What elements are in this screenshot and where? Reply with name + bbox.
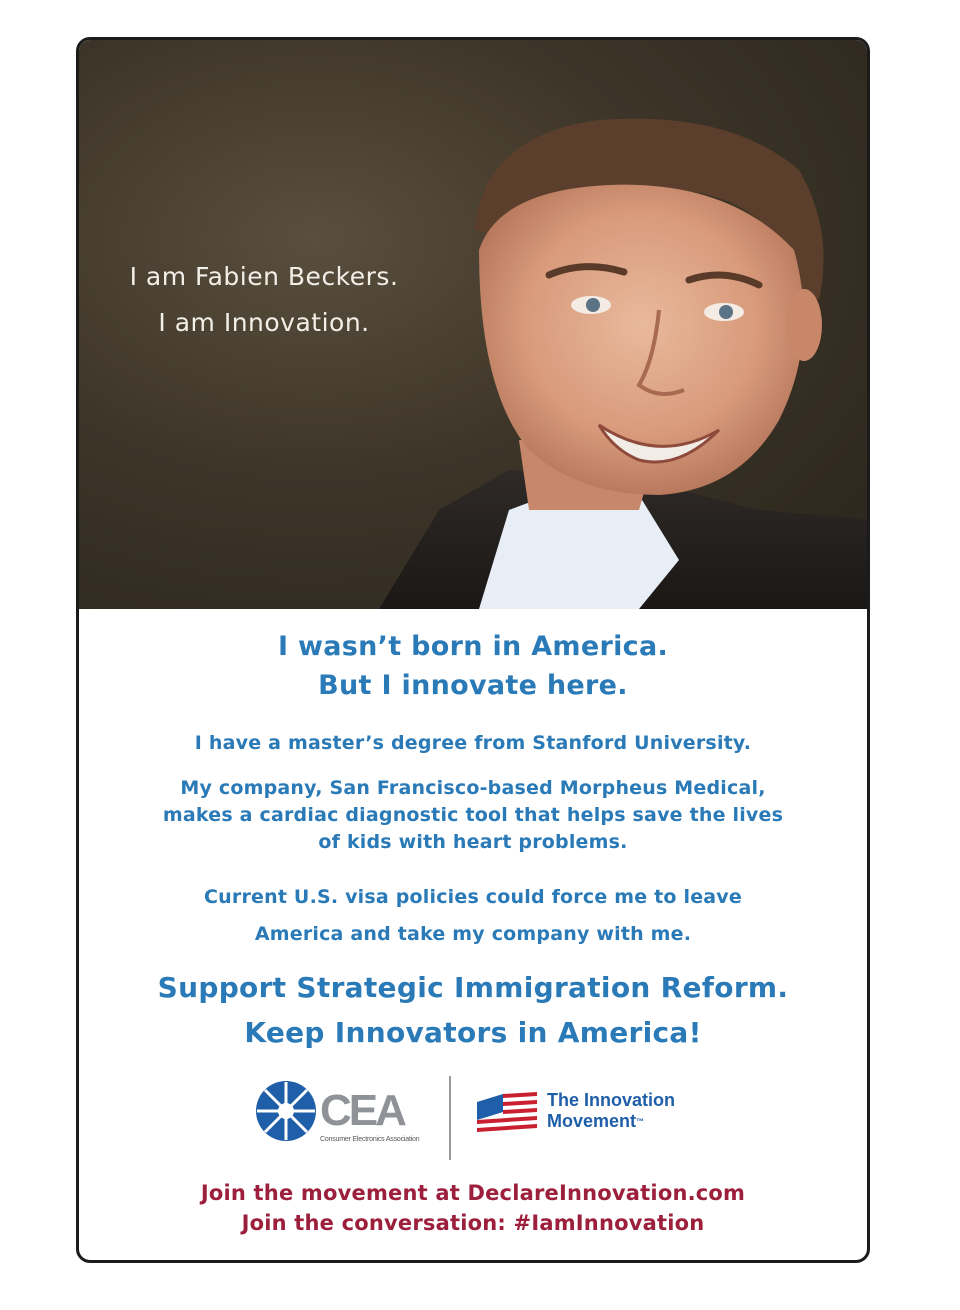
- body-paragraph-company-line3: of kids with heart problems.: [318, 831, 628, 853]
- flag-logo-icon: [475, 1090, 539, 1138]
- body-paragraph-visa-line2: America and take my company with me.: [254, 923, 692, 945]
- movement-line2: Movement: [547, 1111, 637, 1131]
- body-paragraph-company-line1: My company, San Francisco-based Morpheus Medical,: [180, 777, 766, 799]
- cea-starburst-logo-icon: [255, 1080, 317, 1142]
- headline-line2: But I innovate here.: [318, 670, 628, 701]
- logo-divider: [449, 1076, 451, 1160]
- cea-wordmark: CEA: [320, 1086, 404, 1135]
- headline-line1: I wasn’t born in America.: [277, 631, 669, 662]
- movement-line1: The Innovation: [547, 1090, 675, 1110]
- footer-join-movement: Join the movement at DeclareInnovation.com: [200, 1181, 746, 1205]
- hero-caption-tagline: I am Innovation.: [158, 308, 370, 337]
- body-paragraph-visa-line1: Current U.S. visa policies could force me to leave: [204, 886, 742, 908]
- cea-tagline: Consumer Electronics Association: [320, 1136, 420, 1143]
- movement-line2-wrapper: [547, 1111, 675, 1132]
- footer-join-conversation: Join the conversation: #IamInnovation: [241, 1211, 705, 1235]
- hero-caption-name: I am Fabien Beckers.: [129, 262, 399, 291]
- body-paragraph-degree: I have a master’s degree from Stanford University.: [194, 732, 752, 754]
- portrait-photo: [79, 40, 867, 609]
- innovation-movement-logo-text: [547, 1090, 675, 1132]
- ad-card: [76, 37, 870, 1263]
- trademark-symbol: ™: [636, 1117, 645, 1126]
- body-paragraph-company-line2: makes a cardiac diagnostic tool that helps save the lives: [162, 804, 784, 826]
- cta-line2: Keep Innovators in America!: [244, 1016, 702, 1049]
- cta-line1: Support Strategic Immigration Reform.: [157, 971, 789, 1004]
